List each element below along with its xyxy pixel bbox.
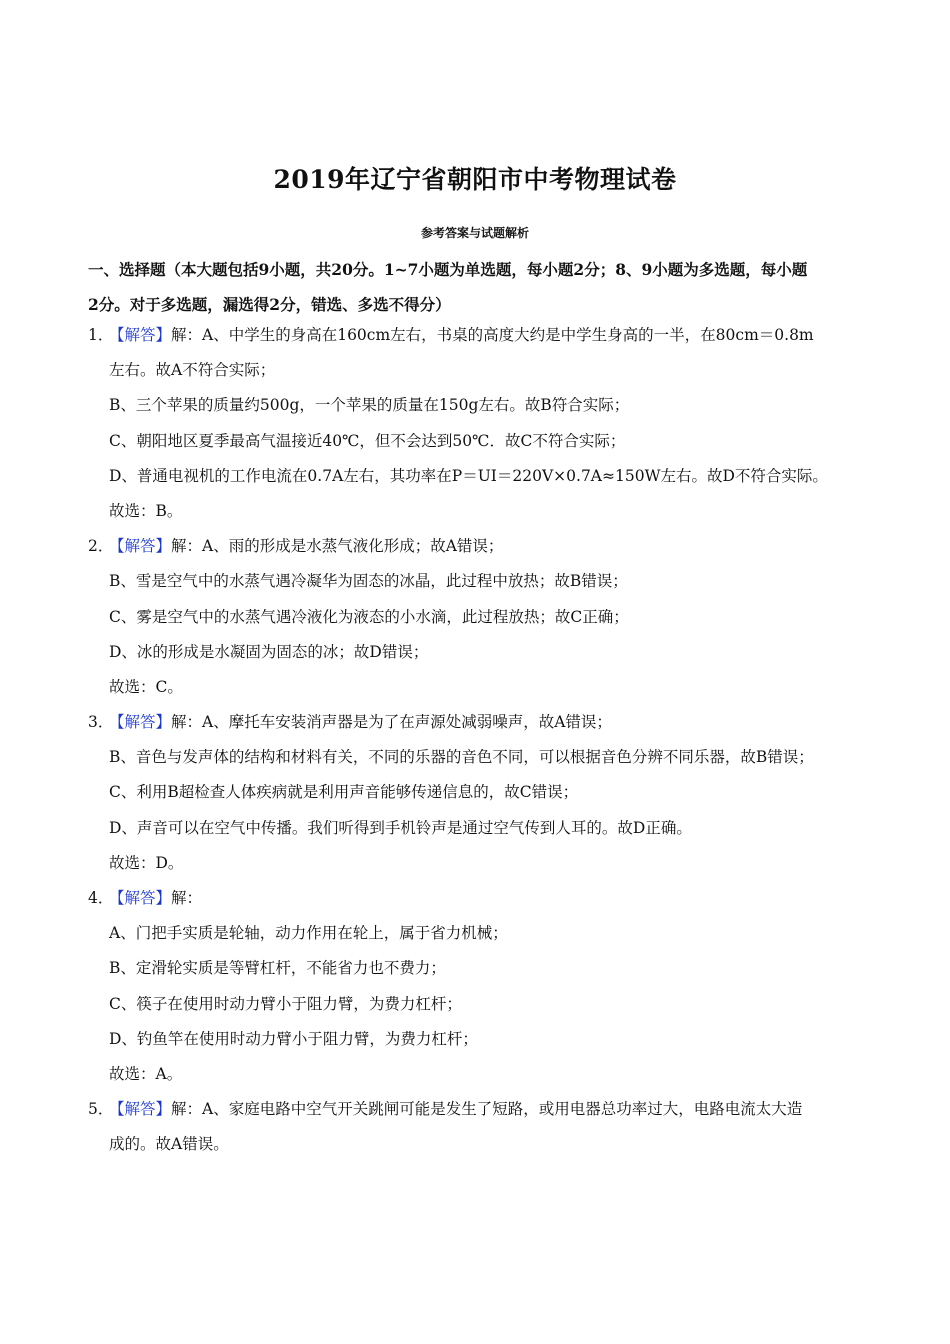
answer-tag: 【解答】 [109, 537, 172, 556]
answer-text: 解：A、摩托车安装消声器是为了在声源处减弱噪声，故A错误； [171, 713, 612, 732]
section-heading [88, 252, 868, 322]
answer-line: D、普通电视机的工作电流在0.7A左右，其功率在P＝UI＝220V×0.7A≈150W左右。故D不符合实际。 [109, 466, 828, 485]
answer-line: 故选：C。 [109, 677, 183, 696]
answer-line: 左右。故A不符合实际； [109, 361, 276, 380]
section-heading-line: 一、选择题（本大题包括9小题，共20分。1~7小题为单选题，每小题2分；8、9小题为多选题，每小题 [88, 260, 808, 279]
section-heading-line: 2分。对于多选题，漏选得2分，错选、多选不得分） [88, 295, 451, 314]
question-3-first-line [88, 705, 878, 740]
answer-line: D、声音可以在空气中传播。我们听得到手机铃声是通过空气传到人耳的。故D正确。 [109, 818, 692, 837]
answer-tag: 【解答】 [109, 889, 172, 907]
answer-line: C、筷子在使用时动力臂小于阻力臂，为费力杠杆； [109, 994, 462, 1013]
question-5-first-line [88, 1092, 878, 1127]
question-number: 3． [88, 713, 114, 732]
answer-line: C、利用B超检查人体疾病就是利用声音能够传递信息的，故C错误； [109, 783, 579, 802]
answer-text: 解：A、中学生的身高在160cm左右，书桌的高度大约是中学生身高的一半，在80cm＝0.8m [171, 326, 814, 344]
answer-line: 故选：B。 [109, 501, 183, 520]
question-number: 2． [88, 537, 114, 556]
question-4-first-line [88, 881, 878, 916]
answer-text: 解：A、家庭电路中空气开关跳闸可能是发生了短路，或用电器总功率过大，电路电流太大造 [171, 1100, 803, 1119]
question-number: 1． [88, 326, 114, 344]
page-subtitle: 参考答案与试题解析 [420, 226, 529, 240]
answer-line: B、雪是空气中的水蒸气遇冷凝华为固态的冰晶，此过程中放热；故B错误； [109, 572, 628, 591]
question-1-first-line [88, 318, 878, 353]
answer-text: 解：A、雨的形成是水蒸气液化形成；故A错误； [171, 537, 504, 556]
answer-tag: 【解答】 [109, 326, 172, 344]
answer-line: A、门把手实质是轮轴，动力作用在轮上，属于省力机械； [109, 924, 508, 943]
question-2-first-line [88, 529, 878, 564]
answer-text: 解： [171, 889, 203, 907]
answer-tag: 【解答】 [109, 1100, 172, 1119]
answer-line: D、钓鱼竿在使用时动力臂小于阻力臂，为费力杠杆； [109, 1029, 478, 1048]
answer-line: 故选：A。 [109, 1064, 183, 1083]
answer-line: D、冰的形成是水凝固为固态的冰；故D错误； [109, 642, 429, 661]
answer-line: 故选：D。 [109, 853, 184, 872]
answer-line: 成的。故A错误。 [109, 1135, 229, 1154]
question-number: 5． [88, 1100, 114, 1119]
question-number: 4． [88, 889, 114, 907]
answer-list [88, 318, 878, 1163]
answer-tag: 【解答】 [109, 713, 172, 732]
answer-line: B、三个苹果的质量约500g，一个苹果的质量在150g左右。故B符合实际； [109, 396, 630, 415]
page-title: 2019年辽宁省朝阳市中考物理试卷 [273, 165, 677, 194]
answer-line: B、音色与发声体的结构和材料有关，不同的乐器的音色不同，可以根据音色分辨不同乐器，故B错误； [109, 748, 814, 767]
answer-line: B、定滑轮实质是等臂杠杆，不能省力也不费力； [109, 959, 446, 978]
answer-line: C、雾是空气中的水蒸气遇冷液化为液态的小水滴，此过程放热；故C正确； [109, 607, 629, 626]
answer-line: C、朝阳地区夏季最高气温接近40℃，但不会达到50℃．故C不符合实际； [109, 431, 626, 450]
